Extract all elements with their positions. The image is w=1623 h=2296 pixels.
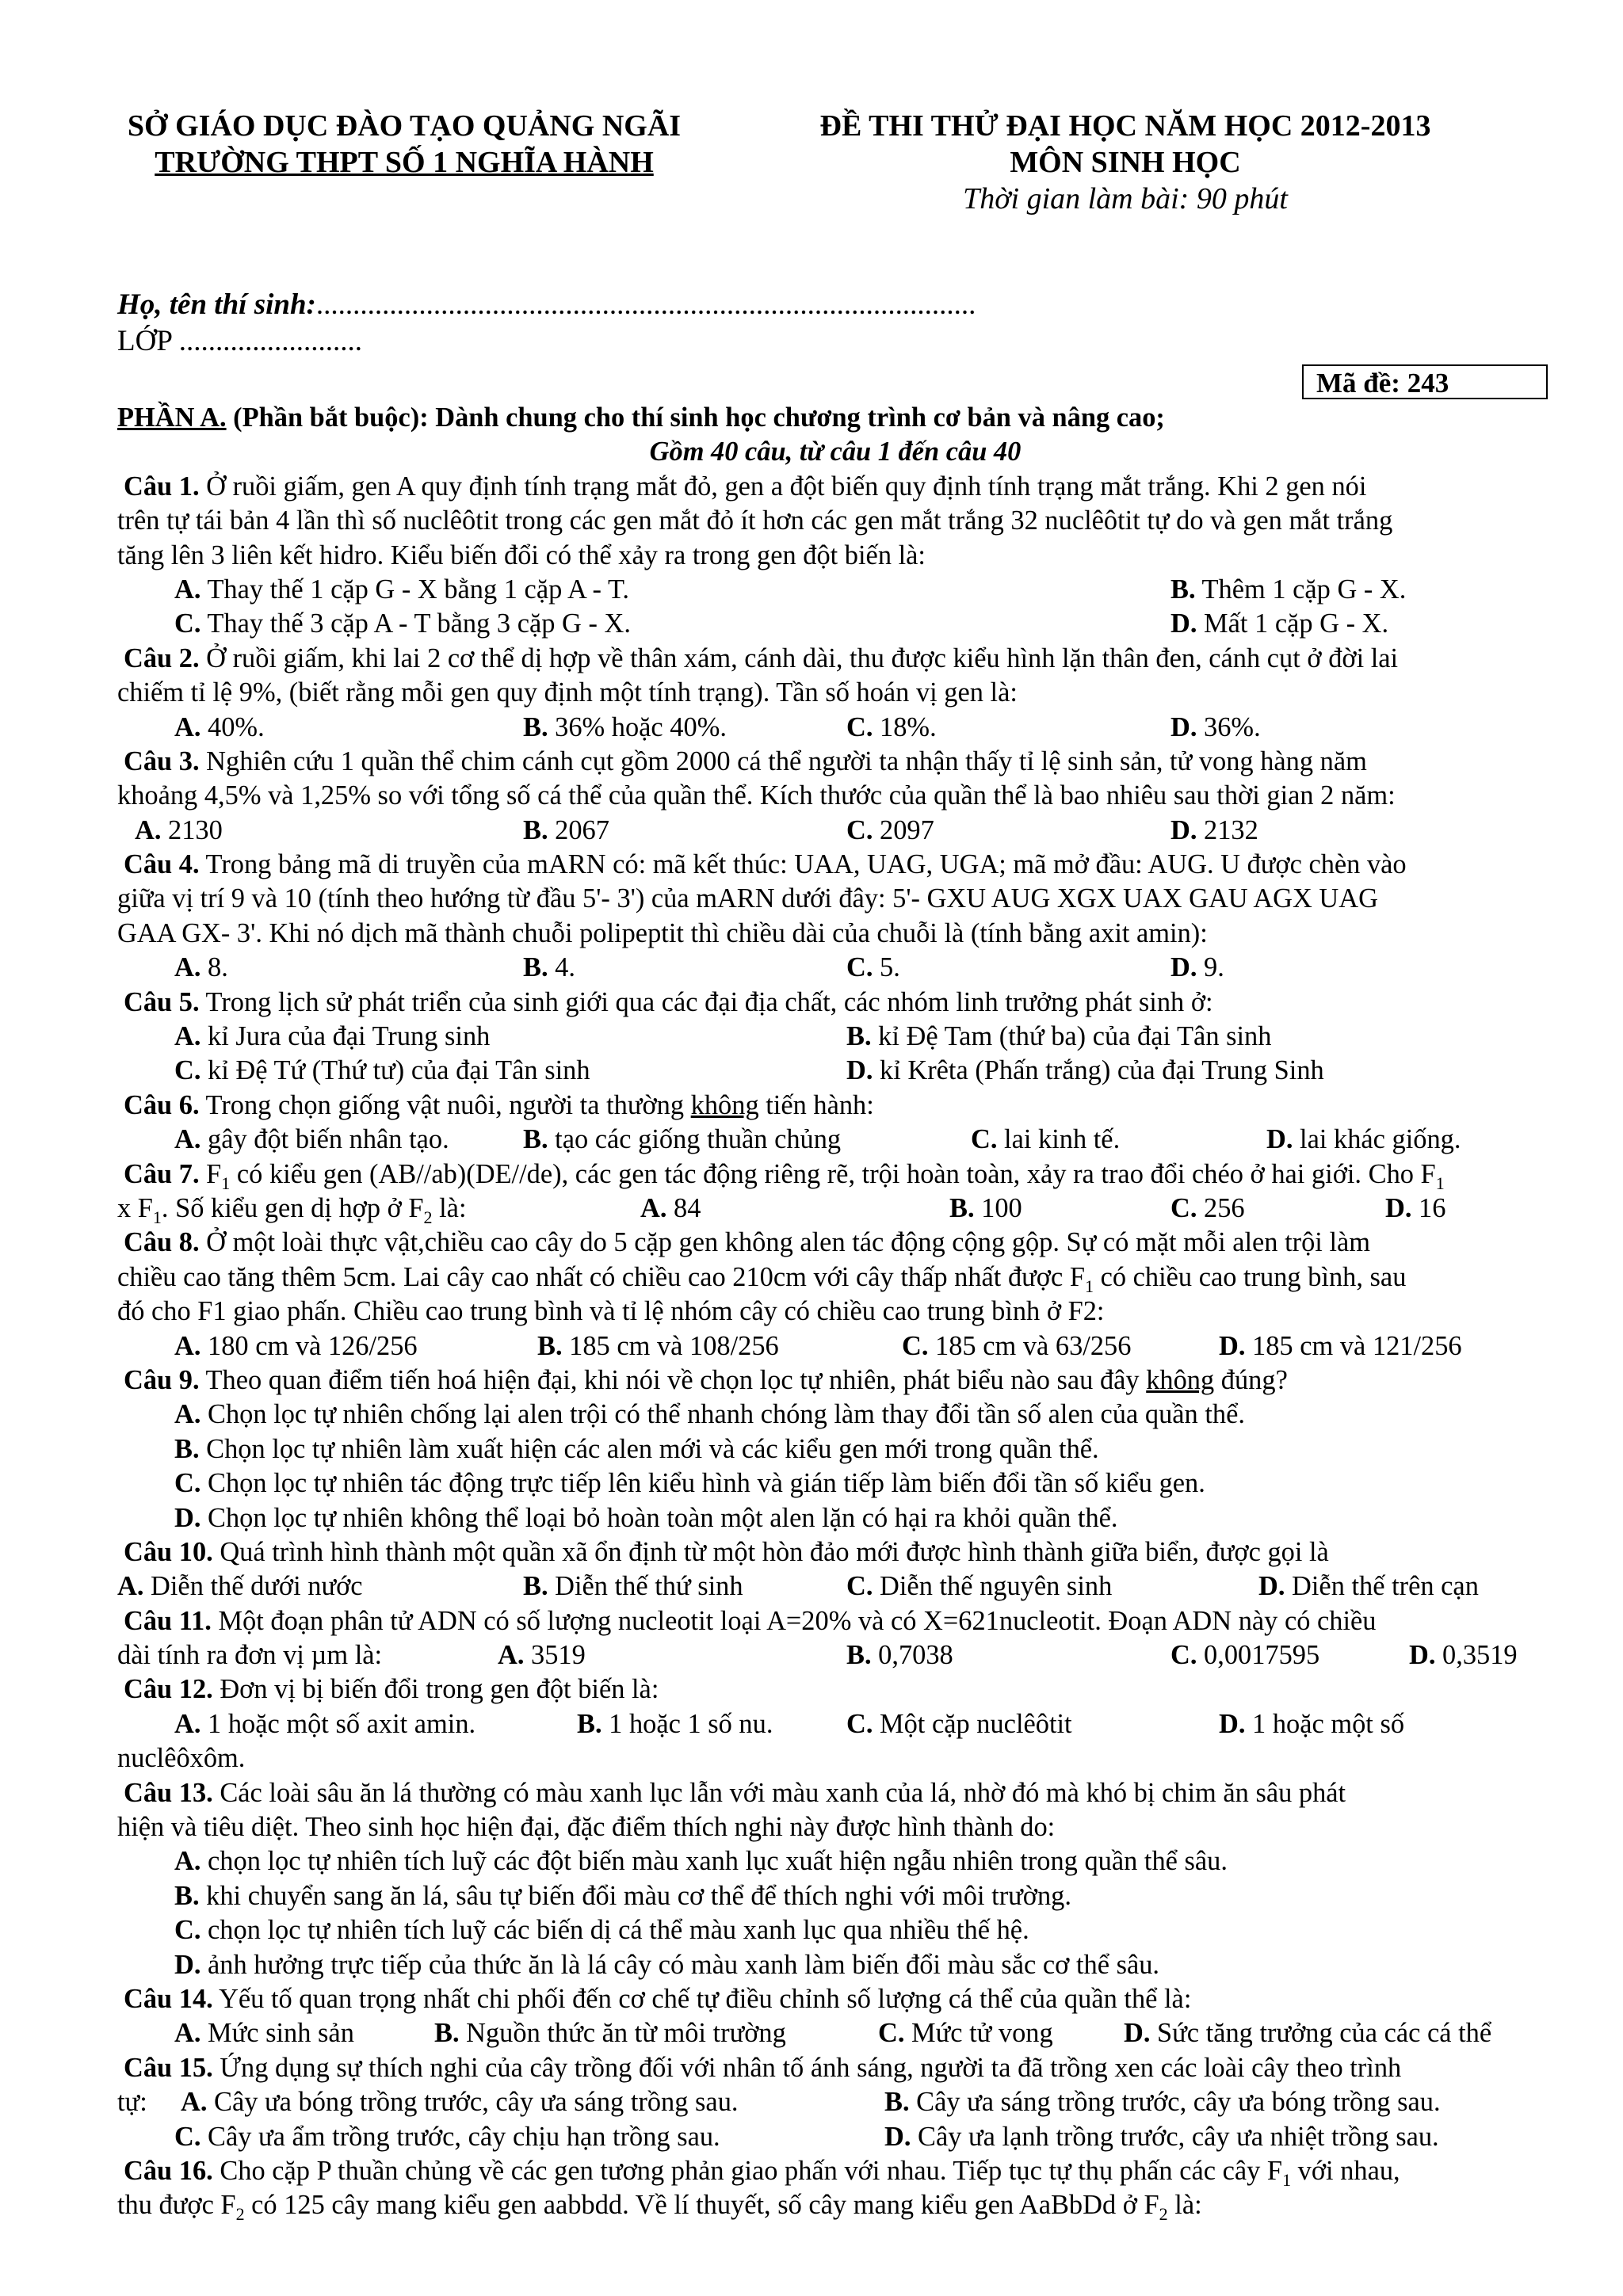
option-a[interactable]: A. 8. <box>174 952 228 983</box>
option-a[interactable]: A. 2130 <box>135 814 223 845</box>
question-text: tăng lên 3 liên kết hidro. Kiểu biến đổi có thể xảy ra trong gen đột biến là: <box>117 540 926 570</box>
option-a[interactable]: A. Diễn thế dưới nước <box>117 1571 363 1602</box>
option-b[interactable]: B. khi chuyển sang ăn lá, sâu tự biến đổi màu cơ thể để thích nghi với môi trường. <box>174 1880 1071 1911</box>
question-text: Trong chọn giống vật nuôi, người ta thường không tiến hành: <box>199 1089 874 1120</box>
question-number: Câu 11. <box>124 1605 212 1636</box>
option-c[interactable]: C. 185 cm và 63/256 <box>902 1330 1132 1361</box>
option-b[interactable]: B. 36% hoặc 40%. <box>523 711 727 742</box>
question-text: giữa vị trí 9 và 10 (tính theo hướng từ đầu 5'- 3') của mARN dưới đây: 5'- GXU AUG XGX UAX GAU AGX UAG <box>117 883 1378 914</box>
question-14 <box>117 1982 1553 2051</box>
question-text: thu được $F_2$ có 125 cây mang kiểu gen aabbdd. Về lí thuyết, số cây mang kiểu gen AaBbDd ở $F_2$ là: <box>117 2190 1202 2225</box>
option-d[interactable]: D. 36%. <box>1170 711 1261 742</box>
question-2 <box>117 642 1553 745</box>
option-d[interactable]: D. 0,3519 <box>1409 1640 1518 1671</box>
question-number: Câu 7. <box>124 1158 200 1189</box>
class-field[interactable]: ......................... <box>178 325 363 357</box>
question-number: Câu 16. <box>124 2155 213 2186</box>
option-a[interactable]: A. Cây ưa bóng trồng trước, cây ưa sáng trồng sau. <box>181 2087 739 2118</box>
question-text: tự: <box>117 2087 147 2118</box>
question-number: Câu 13. <box>124 1777 213 1808</box>
question-3 <box>117 745 1553 848</box>
option-c[interactable]: C. Cây ưa ẩm trồng trước, cây chịu hạn trồng sau. <box>174 2121 720 2152</box>
option-c[interactable]: C. Diễn thế nguyên sinh <box>846 1571 1113 1602</box>
option-d[interactable]: D. 1 hoặc một số <box>1219 1708 1405 1739</box>
exam-title: ĐỀ THI THỬ ĐẠI HỌC NĂM HỌC 2012-2013 <box>819 109 1431 143</box>
option-a[interactable]: A. 1 hoặc một số axit amin. <box>174 1708 476 1739</box>
option-c[interactable]: C. Mức tử vong <box>878 2018 1053 2049</box>
option-b[interactable]: B. Chọn lọc tự nhiên làm xuất hiện các alen mới và các kiểu gen mới trong quần thể. <box>174 1433 1099 1464</box>
option-d[interactable]: D. ảnh hưởng trực tiếp của thức ăn là lá cây có màu xanh làm biến đổi màu sắc cơ thể sâu. <box>174 1949 1160 1980</box>
question-text: Ở ruồi giấm, khi lai 2 cơ thể dị hợp về thân xám, cánh dài, thu được kiểu hình lặn thân đen, cánh cụt ở đời lai <box>199 643 1399 673</box>
question-12 <box>117 1672 1553 1775</box>
option-b[interactable]: B. 0,7038 <box>846 1640 953 1671</box>
question-number: Câu 15. <box>124 2052 213 2083</box>
question-number: Câu 14. <box>124 1983 213 2014</box>
question-16 <box>117 2154 1553 2223</box>
option-d[interactable]: D. lai khác giống. <box>1266 1124 1461 1155</box>
question-number: Câu 4. <box>124 849 200 880</box>
option-d[interactable]: D. 185 cm và 121/256 <box>1219 1330 1462 1361</box>
exam-duration: Thời gian làm bài: 90 phút <box>963 182 1288 215</box>
question-text: Nghiên cứu 1 quần thể chim cánh cụt gồm 2000 cá thể người ta nhận thấy tỉ lệ sinh sản, tử vong hàng năm <box>199 746 1367 776</box>
question-number: Câu 6. <box>124 1089 200 1120</box>
school-name: TRƯỜNG THPT SỐ 1 NGHĨA HÀNH <box>155 146 654 179</box>
question-number: Câu 10. <box>124 1536 213 1567</box>
option-a[interactable]: A. gây đột biến nhân tạo. <box>174 1124 449 1155</box>
question-text: Theo quan điểm tiến hoá hiện đại, khi nói về chọn lọc tự nhiên, phát biểu nào sau đây không đúng? <box>199 1364 1288 1395</box>
question-6 <box>117 1089 1553 1158</box>
question-list <box>117 401 1553 2223</box>
option-a[interactable]: A. 40%. <box>174 711 265 742</box>
question-text: Ở một loài thực vật,chiều cao cây do 5 cặp gen không alen tác động cộng gộp. Sự có mặt mỗi alen trội làm <box>199 1227 1371 1258</box>
question-13 <box>117 1776 1553 1982</box>
question-text: Một đoạn phân tử ADN có số lượng nucleotit loại A=20% và có X=621nucleotit. Đoạn ADN này có chiều <box>211 1605 1377 1636</box>
option-b[interactable]: B. 185 cm và 108/256 <box>537 1330 779 1361</box>
question-15 <box>117 2051 1553 2154</box>
question-number: Câu 3. <box>124 746 200 776</box>
option-b[interactable]: B. 4. <box>523 952 575 983</box>
option-c[interactable]: C. Thay thế 3 cặp A - T bằng 3 cặp G - X. <box>174 608 631 639</box>
question-1 <box>117 470 1553 642</box>
question-text: Cho cặp P thuần chủng về các gen tương phản giao phấn với nhau. Tiếp tục tự thụ phấn các cây $F_1$ với nhau, <box>212 2155 1400 2190</box>
option-a[interactable]: A. 84 <box>640 1192 701 1223</box>
option-b[interactable]: B. kỉ Đệ Tam (thứ ba) của đại Tân sinh <box>846 1021 1272 1052</box>
question-5 <box>117 986 1553 1089</box>
option-d[interactable]: D. Chọn lọc tự nhiên không thể loại bỏ hoàn toàn một alen lặn có hại ra khỏi quần thể. <box>174 1502 1118 1533</box>
option-c[interactable]: C. chọn lọc tự nhiên tích luỹ các biến dị cá thể màu xanh lục qua nhiều thế hệ. <box>174 1915 1029 1946</box>
option-c[interactable]: C. lai kinh tế. <box>971 1124 1121 1155</box>
question-text: Quá trình hình thành một quần xã ổn định từ một hòn đảo mới được hình thành giữa biển, được gọi là <box>212 1536 1329 1567</box>
option-b[interactable]: B. Cây ưa sáng trồng trước, cây ưa bóng trồng sau. <box>884 2087 1441 2118</box>
option-a[interactable]: A. kỉ Jura của đại Trung sinh <box>174 1021 491 1052</box>
question-text: Ứng dụng sự thích nghi của cây trồng đối với nhân tố ánh sáng, người ta đã trồng xen các loài cây theo trình <box>212 2052 1402 2083</box>
question-4 <box>117 848 1553 986</box>
option-b[interactable]: B. Nguồn thức ăn từ môi trường <box>434 2018 786 2049</box>
candidate-name-label: Họ, tên thí sinh: <box>117 288 316 321</box>
option-a[interactable]: A. Thay thế 1 cặp G - X bằng 1 cặp A - T. <box>174 574 629 605</box>
option-d-continued: nuclêôxôm. <box>117 1743 246 1774</box>
option-a[interactable]: A. 180 cm và 126/256 <box>174 1330 418 1361</box>
exam-header <box>761 108 1490 217</box>
option-c[interactable]: C. 0,0017595 <box>1170 1640 1320 1671</box>
question-text: $F_1$ có kiểu gen (AB//ab)(DE//de), các gen tác động riêng rẽ, trội hoàn toàn, xảy ra trao đổi chéo ở hai giới. Cho $F_1$ <box>199 1158 1445 1193</box>
question-9 <box>117 1363 1553 1535</box>
option-b[interactable]: B. tạo các giống thuần chủng <box>523 1124 842 1155</box>
option-d[interactable]: D. Sức tăng trưởng của các cá thể <box>1124 2018 1492 2049</box>
question-number: Câu 2. <box>124 643 200 673</box>
option-b[interactable]: B. Diễn thế thứ sinh <box>523 1571 743 1602</box>
question-number: Câu 9. <box>124 1364 200 1395</box>
question-number: Câu 5. <box>124 986 200 1017</box>
option-b[interactable]: B. 1 hoặc 1 số nu. <box>577 1708 773 1739</box>
option-c[interactable]: C. 2097 <box>846 814 934 845</box>
option-d[interactable]: D. Diễn thế trên cạn <box>1258 1571 1479 1602</box>
question-text: chiếm tỉ lệ 9%, (biết rằng mỗi gen quy định một tính trạng). Tần số hoán vị gen là: <box>117 677 1018 708</box>
question-number: Câu 12. <box>124 1674 213 1705</box>
option-a[interactable]: A. Mức sinh sản <box>174 2018 354 2049</box>
option-d[interactable]: D. 9. <box>1170 952 1224 983</box>
question-number: Câu 8. <box>124 1227 200 1258</box>
option-c[interactable]: C. 18%. <box>846 711 937 742</box>
question-11 <box>117 1604 1553 1673</box>
option-c[interactable]: C. 256 <box>1170 1192 1245 1223</box>
question-text: GAA GX- 3'. Khi nó dịch mã thành chuỗi polipeptit thì chiều dài của chuỗi là (tính bằng axit amin): <box>117 917 1208 948</box>
candidate-info <box>117 287 1148 360</box>
option-c[interactable]: C. Chọn lọc tự nhiên tác động trực tiếp lên kiểu hình và gián tiếp làm biến đổi tần số kiểu gen. <box>174 1468 1205 1499</box>
part-a-title: PHẦN A. (Phần bắt buộc): Dành chung cho thí sinh học chương trình cơ bản và nâng cao; <box>117 402 1165 433</box>
question-number: Câu 1. <box>124 471 200 502</box>
subject-name: MÔN SINH HỌC <box>1010 146 1241 179</box>
question-text: Các loài sâu ăn lá thường có màu xanh lục lẫn với màu xanh của lá, nhờ đó mà khó bị chim ăn sâu phát <box>212 1777 1346 1808</box>
school-header <box>79 108 729 181</box>
option-d[interactable]: D. Mất 1 cặp G - X. <box>1170 608 1389 639</box>
option-a[interactable]: A. chọn lọc tự nhiên tích luỹ các đột biến màu xanh lục xuất hiện ngẫu nhiên trong quần thể sâu. <box>174 1846 1228 1877</box>
question-text: hiện và tiêu diệt. Theo sinh học hiện đại, đặc điểm thích nghi này được hình thành do: <box>117 1812 1056 1843</box>
option-d[interactable]: D. 2132 <box>1170 814 1258 845</box>
question-10 <box>117 1535 1553 1604</box>
option-d[interactable]: D. Cây ưa lạnh trồng trước, cây ưa nhiệt trồng sau. <box>884 2121 1439 2152</box>
option-b[interactable]: B. Thêm 1 cặp G - X. <box>1170 574 1407 605</box>
part-a-subtitle: Gồm 40 câu, từ câu 1 đến câu 40 <box>649 437 1022 467</box>
class-label: LỚP <box>117 325 172 357</box>
question-7 <box>117 1158 1553 1226</box>
option-b[interactable]: B. 100 <box>949 1192 1022 1223</box>
candidate-name-field[interactable]: .......................................................................................... <box>315 288 976 321</box>
question-text: Ở ruồi giấm, gen A quy định tính trạng mắt đỏ, gen a đột biến quy định tính trạng mắt trắng. Khi 2 gen nói <box>199 471 1367 502</box>
option-b[interactable]: B. 2067 <box>523 814 609 845</box>
question-text: Đơn vị bị biến đổi trong gen đột biến là: <box>212 1674 659 1705</box>
option-d[interactable]: D. kỉ Krêta (Phấn trắng) của đại Trung Sinh <box>846 1055 1324 1086</box>
question-text: dài tính ra đơn vị µm là: <box>117 1640 383 1671</box>
question-text: chiều cao tăng thêm 5cm. Lai cây cao nhất có chiều cao 210cm với cây thấp nhất được $F_1$ có chiều cao trung bình, sau <box>117 1261 1407 1296</box>
question-text: x $F_1$. Số kiểu gen dị hợp ở $F_2$ là: <box>117 1192 467 1227</box>
question-text: khoảng 4,5% và 1,25% so với tổng số cá thể của quần thể. Kích thước của quần thể là bao nhiêu sau thời gian 2 năm: <box>117 780 1396 811</box>
option-d[interactable]: D. 16 <box>1385 1192 1446 1223</box>
option-c[interactable]: C. 5. <box>846 952 900 983</box>
option-c[interactable]: C. Một cặp nuclêôtit <box>846 1708 1072 1739</box>
exam-code-box: Mã đề: 243 <box>1302 364 1548 399</box>
question-text: Trong lịch sử phát triển của sinh giới qua các đại địa chất, các nhóm linh trưởng phát sinh ở: <box>199 986 1213 1017</box>
option-a[interactable]: A. Chọn lọc tự nhiên chống lại alen trội có thể nhanh chóng làm thay đổi tần số alen của quần thể. <box>174 1399 1245 1430</box>
question-8 <box>117 1226 1553 1363</box>
department-name: SỞ GIÁO DỤC ĐÀO TẠO QUẢNG NGÃI <box>127 109 682 143</box>
question-text: đó cho F1 giao phấn. Chiều cao trung bình và tỉ lệ nhóm cây có chiều cao trung bình ở F2: <box>117 1296 1105 1327</box>
question-text: Yếu tố quan trọng nhất chi phối đến cơ chế tự điều chỉnh số lượng cá thể của quần thể là: <box>212 1983 1192 2014</box>
option-a[interactable]: A. 3519 <box>498 1640 586 1671</box>
question-text: Trong bảng mã di truyền của mARN có: mã kết thúc: UAA, UAG, UGA; mã mở đầu: AUG. U được chèn vào <box>199 849 1407 880</box>
option-c[interactable]: C. kỉ Đệ Tứ (Thứ tư) của đại Tân sinh <box>174 1055 590 1086</box>
question-text: trên tự tái bản 4 lần thì số nuclêôtit trong các gen mắt đỏ ít hơn các gen mắt trắng 32 nuclêôtit tự do và gen mắt trắng <box>117 505 1393 536</box>
